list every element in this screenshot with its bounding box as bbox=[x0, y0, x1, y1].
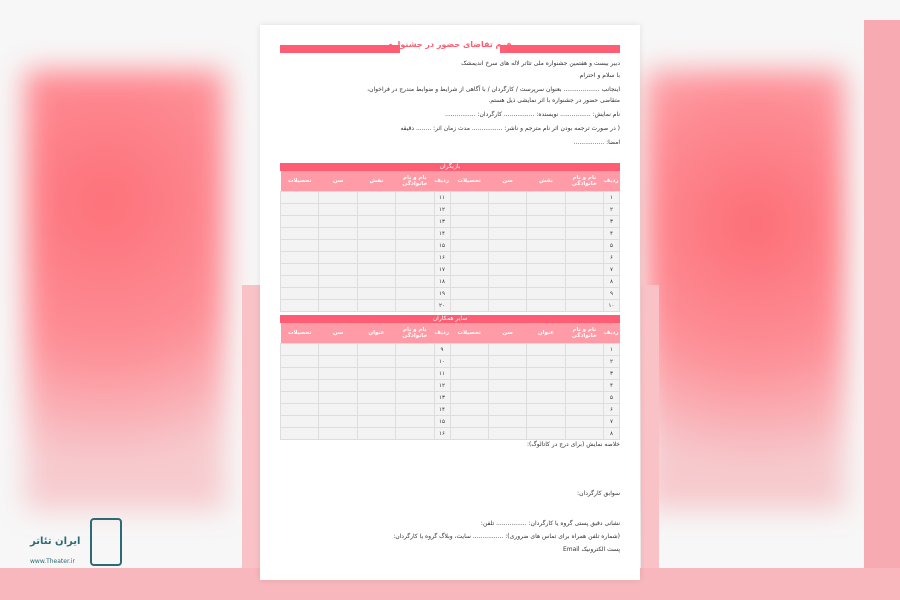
crew-cell bbox=[488, 428, 526, 440]
actors-cell bbox=[281, 228, 319, 240]
actors-cell bbox=[396, 264, 434, 276]
actors-cell bbox=[565, 276, 603, 288]
actors-cell: ۱۷ bbox=[434, 264, 450, 276]
crew-cell bbox=[450, 380, 488, 392]
crew-cell: ۵ bbox=[604, 392, 620, 404]
crew-cell bbox=[488, 404, 526, 416]
actors-cell: ۱۹ bbox=[434, 288, 450, 300]
actors-cell bbox=[281, 204, 319, 216]
crew-cell bbox=[527, 416, 565, 428]
actors-cell bbox=[450, 204, 488, 216]
crew-cell bbox=[319, 344, 357, 356]
actors-cell: ۱۰ bbox=[604, 300, 620, 312]
actors-cell bbox=[565, 204, 603, 216]
actors-cell bbox=[319, 240, 357, 252]
actors-cell bbox=[488, 252, 526, 264]
actors-cell bbox=[527, 264, 565, 276]
actors-cell: ۱۲ bbox=[434, 204, 450, 216]
actors-cell bbox=[488, 276, 526, 288]
crew-row bbox=[281, 428, 620, 440]
crew-cell bbox=[357, 392, 395, 404]
crew-cell bbox=[281, 392, 319, 404]
actors-cell: ۲ bbox=[604, 204, 620, 216]
document-line-1: دبیر بیست و هفتمین جشنواره ملی تئاتر لاله های سرخ اندیمشک bbox=[461, 60, 620, 67]
crew-cell: ۷ bbox=[604, 416, 620, 428]
crew-cell: ۱۱ bbox=[434, 368, 450, 380]
crew-cell bbox=[357, 416, 395, 428]
crew-cell bbox=[396, 380, 434, 392]
crew-cell bbox=[319, 416, 357, 428]
actors-col-header: ردیف bbox=[434, 171, 450, 192]
actors-cell bbox=[527, 204, 565, 216]
actors-cell bbox=[450, 300, 488, 312]
actors-col-header: تحصیلات bbox=[281, 171, 319, 192]
actors-cell bbox=[319, 204, 357, 216]
actors-cell bbox=[357, 192, 395, 204]
crew-cell: ۴ bbox=[604, 380, 620, 392]
crew-cell: ۹ bbox=[434, 344, 450, 356]
actors-cell bbox=[565, 264, 603, 276]
crew-cell bbox=[281, 368, 319, 380]
actors-cell bbox=[319, 228, 357, 240]
crew-cell bbox=[565, 368, 603, 380]
actors-cell bbox=[488, 264, 526, 276]
crew-cell bbox=[281, 356, 319, 368]
actors-cell bbox=[357, 216, 395, 228]
actors-cell bbox=[357, 252, 395, 264]
crew-cell bbox=[319, 428, 357, 440]
actors-row bbox=[281, 300, 620, 312]
crew-cell bbox=[488, 392, 526, 404]
crew-cell bbox=[450, 428, 488, 440]
crew-cell bbox=[319, 368, 357, 380]
crew-cell bbox=[450, 344, 488, 356]
crew-cell bbox=[357, 428, 395, 440]
actors-cell bbox=[357, 264, 395, 276]
actors-table bbox=[280, 163, 620, 312]
crew-cell bbox=[527, 404, 565, 416]
actors-cell: ۱۶ bbox=[434, 252, 450, 264]
actors-cell bbox=[396, 216, 434, 228]
actors-cell bbox=[527, 216, 565, 228]
crew-cell bbox=[527, 392, 565, 404]
actors-cell: ۷ bbox=[604, 264, 620, 276]
actors-cell bbox=[396, 228, 434, 240]
crew-col-header: نام و نام خانوادگی bbox=[396, 323, 434, 344]
crew-col-header: تحصیلات bbox=[281, 323, 319, 344]
actors-cell: ۹ bbox=[604, 288, 620, 300]
crew-cell bbox=[565, 428, 603, 440]
actors-cell bbox=[450, 240, 488, 252]
document-line-7: امضا: ................ bbox=[573, 139, 620, 146]
right-frame bbox=[641, 285, 659, 600]
crew-cell bbox=[357, 404, 395, 416]
crew-cell bbox=[396, 416, 434, 428]
actors-row bbox=[281, 264, 620, 276]
crew-cell bbox=[450, 392, 488, 404]
crew-cell bbox=[488, 368, 526, 380]
crew-cell: ۱۵ bbox=[434, 416, 450, 428]
blurred-left-panel bbox=[25, 70, 225, 510]
actors-cell bbox=[396, 300, 434, 312]
crew-col-header: ردیف bbox=[434, 323, 450, 344]
logo bbox=[30, 518, 120, 578]
document-line-5: نام نمایش: ................ نویسنده: ................ کارگردان: ................ bbox=[445, 111, 620, 118]
actors-cell bbox=[527, 240, 565, 252]
crew-cell bbox=[357, 368, 395, 380]
actors-cell bbox=[281, 288, 319, 300]
crew-cell bbox=[281, 416, 319, 428]
document-line-4: متقاضی حضور در جشنواره با اثر نمایشی ذیل هستم. bbox=[488, 97, 620, 104]
actors-cell bbox=[450, 264, 488, 276]
crew-cell bbox=[565, 356, 603, 368]
actors-cell: ۱۸ bbox=[434, 276, 450, 288]
actors-header: بازیگران bbox=[280, 163, 620, 171]
document-line-6: ( در صورت ترجمه بودن اثر نام مترجم و ناشر: ................ مدت زمان اثر: ........ دقیقه bbox=[400, 125, 620, 132]
actors-cell bbox=[565, 192, 603, 204]
crew-col-header: عنوان bbox=[527, 323, 565, 344]
crew-header: سایر همکاران bbox=[280, 315, 620, 323]
actors-col-header: نقش bbox=[527, 171, 565, 192]
actors-cell bbox=[357, 276, 395, 288]
actors-cell bbox=[319, 252, 357, 264]
actors-cell bbox=[527, 300, 565, 312]
crew-cell bbox=[357, 344, 395, 356]
crew-cell bbox=[281, 344, 319, 356]
crew-cell bbox=[488, 344, 526, 356]
actors-cell bbox=[450, 252, 488, 264]
crew-cell: ۱۶ bbox=[434, 428, 450, 440]
logo-url: www.Theater.ir bbox=[30, 558, 75, 565]
crew-col-header: ردیف bbox=[604, 323, 620, 344]
actors-row bbox=[281, 192, 620, 204]
actors-cell bbox=[565, 300, 603, 312]
actors-cell bbox=[396, 240, 434, 252]
crew-cell bbox=[450, 356, 488, 368]
crew-cell: ۸ bbox=[604, 428, 620, 440]
actors-cell: ۱۱ bbox=[434, 192, 450, 204]
crew-cell bbox=[319, 380, 357, 392]
logo-text: ایران تئاتر bbox=[30, 536, 81, 547]
email-label: پست الکترونیک Email bbox=[562, 546, 620, 553]
crew-cell bbox=[527, 380, 565, 392]
actors-cell bbox=[450, 216, 488, 228]
actors-cell: ۱۳ bbox=[434, 216, 450, 228]
actors-col-header: سن bbox=[488, 171, 526, 192]
document-line-2: با سلام و احترام bbox=[579, 72, 620, 79]
crew-cell bbox=[527, 368, 565, 380]
actors-cell bbox=[450, 276, 488, 288]
actors-cell bbox=[281, 192, 319, 204]
actors-row bbox=[281, 216, 620, 228]
actors-cell bbox=[396, 204, 434, 216]
crew-cell: ۱۲ bbox=[434, 380, 450, 392]
phone-label: (شماره تلفن همراه برای تماس های ضروری): ................ سایت، وبلاگ گروه یا کارگردان: bbox=[393, 533, 620, 540]
crew-cell bbox=[396, 392, 434, 404]
actors-cell bbox=[357, 204, 395, 216]
crew-row bbox=[281, 368, 620, 380]
actors-cell bbox=[281, 240, 319, 252]
crew-cell bbox=[319, 404, 357, 416]
crew-row bbox=[281, 380, 620, 392]
actors-cell bbox=[357, 300, 395, 312]
actors-cell bbox=[396, 252, 434, 264]
actors-col-header: نقش bbox=[357, 171, 395, 192]
actors-cell bbox=[281, 300, 319, 312]
actors-cell bbox=[565, 252, 603, 264]
crew-cell bbox=[396, 356, 434, 368]
actors-cell bbox=[527, 228, 565, 240]
actors-cell bbox=[488, 240, 526, 252]
crew-row bbox=[281, 416, 620, 428]
actors-cell bbox=[281, 216, 319, 228]
crew-cell bbox=[527, 344, 565, 356]
actors-row bbox=[281, 228, 620, 240]
actors-cell bbox=[319, 288, 357, 300]
crew-cell bbox=[565, 380, 603, 392]
actors-cell: ۱۵ bbox=[434, 240, 450, 252]
actors-row bbox=[281, 252, 620, 264]
blurred-right-panel bbox=[645, 70, 845, 510]
crew-cell bbox=[396, 428, 434, 440]
actors-cell bbox=[527, 252, 565, 264]
actors-cell: ۳ bbox=[604, 216, 620, 228]
actors-cell bbox=[396, 276, 434, 288]
actors-row bbox=[281, 240, 620, 252]
crew-row bbox=[281, 356, 620, 368]
crew-col-header: تحصیلات bbox=[450, 323, 488, 344]
summary-label: خلاصه نمایش (برای درج در کاتالوگ): bbox=[527, 441, 620, 448]
actors-cell bbox=[319, 192, 357, 204]
crew-cell: ۲ bbox=[604, 356, 620, 368]
actors-cell: ۴ bbox=[604, 228, 620, 240]
actors-cell bbox=[357, 288, 395, 300]
crew-cell bbox=[565, 416, 603, 428]
actors-cell: ۶ bbox=[604, 252, 620, 264]
actors-row bbox=[281, 204, 620, 216]
crew-cell bbox=[281, 380, 319, 392]
actors-cell bbox=[527, 192, 565, 204]
actors-cell bbox=[565, 240, 603, 252]
actors-col-header: سن bbox=[319, 171, 357, 192]
address-label: نشانی دقیق پستی گروه یا کارگردان: ................ تلفن: bbox=[480, 520, 620, 527]
crew-row bbox=[281, 392, 620, 404]
theater-logo-icon bbox=[90, 518, 122, 566]
crew-cell bbox=[319, 392, 357, 404]
crew-cell bbox=[281, 404, 319, 416]
actors-cell bbox=[319, 300, 357, 312]
crew-cell bbox=[488, 380, 526, 392]
actors-cell bbox=[319, 276, 357, 288]
crew-cell bbox=[396, 344, 434, 356]
crew-cell: ۱ bbox=[604, 344, 620, 356]
crew-table bbox=[280, 315, 620, 440]
actors-cell bbox=[565, 288, 603, 300]
crew-cell bbox=[527, 428, 565, 440]
actors-cell: ۲۰ bbox=[434, 300, 450, 312]
crew-cell bbox=[565, 344, 603, 356]
actors-cell bbox=[281, 264, 319, 276]
actors-col-header: ردیف bbox=[604, 171, 620, 192]
actors-col-header: تحصیلات bbox=[450, 171, 488, 192]
actors-cell bbox=[527, 276, 565, 288]
crew-cell bbox=[319, 356, 357, 368]
actors-cell bbox=[396, 192, 434, 204]
background-label: سوابق کارگردان: bbox=[577, 490, 620, 497]
actors-cell: ۵ bbox=[604, 240, 620, 252]
actors-cell bbox=[319, 264, 357, 276]
document-line-3: اینجانب ................... بعنوان سرپرست / کارگردان / با آگاهی از شرایط و ضوابط مندرج در فراخوان، bbox=[367, 86, 620, 93]
actors-cell bbox=[281, 252, 319, 264]
actors-cell bbox=[488, 192, 526, 204]
actors-cell bbox=[565, 228, 603, 240]
crew-col-header: نام و نام خانوادگی bbox=[565, 323, 603, 344]
crew-cell bbox=[450, 416, 488, 428]
crew-row bbox=[281, 344, 620, 356]
actors-cell bbox=[527, 288, 565, 300]
actors-cell bbox=[450, 192, 488, 204]
crew-cell bbox=[396, 404, 434, 416]
document-title: فرم تقاضای حضور در جشنواره bbox=[388, 40, 512, 49]
actors-cell: ۸ bbox=[604, 276, 620, 288]
actors-cell bbox=[319, 216, 357, 228]
crew-cell: ۱۰ bbox=[434, 356, 450, 368]
actors-cell bbox=[488, 300, 526, 312]
crew-cell: ۳ bbox=[604, 368, 620, 380]
actors-cell bbox=[450, 228, 488, 240]
crew-cell: ۱۳ bbox=[434, 392, 450, 404]
actors-cell bbox=[488, 288, 526, 300]
left-frame bbox=[242, 285, 260, 600]
crew-cell bbox=[565, 404, 603, 416]
right-wall bbox=[864, 20, 900, 600]
actors-col-header: نام و نام خانوادگی bbox=[565, 171, 603, 192]
crew-col-header: سن bbox=[488, 323, 526, 344]
actors-cell bbox=[450, 288, 488, 300]
crew-cell bbox=[396, 368, 434, 380]
crew-row bbox=[281, 404, 620, 416]
crew-cell bbox=[357, 356, 395, 368]
actors-col-header: نام و نام خانوادگی bbox=[396, 171, 434, 192]
actors-cell bbox=[281, 276, 319, 288]
crew-cell: ۶ bbox=[604, 404, 620, 416]
actors-cell bbox=[488, 216, 526, 228]
actors-cell bbox=[488, 204, 526, 216]
actors-cell bbox=[357, 240, 395, 252]
crew-col-header: سن bbox=[319, 323, 357, 344]
document-page bbox=[260, 25, 640, 580]
crew-cell bbox=[527, 356, 565, 368]
crew-cell bbox=[565, 392, 603, 404]
actors-cell bbox=[565, 216, 603, 228]
crew-cell bbox=[450, 368, 488, 380]
crew-cell bbox=[488, 416, 526, 428]
actors-cell bbox=[488, 228, 526, 240]
crew-cell: ۱۴ bbox=[434, 404, 450, 416]
actors-row bbox=[281, 288, 620, 300]
actors-row bbox=[281, 276, 620, 288]
actors-cell bbox=[357, 228, 395, 240]
actors-cell bbox=[396, 288, 434, 300]
crew-cell bbox=[450, 404, 488, 416]
actors-cell: ۱۴ bbox=[434, 228, 450, 240]
crew-cell bbox=[488, 356, 526, 368]
crew-col-header: عنوان bbox=[357, 323, 395, 344]
crew-cell bbox=[357, 380, 395, 392]
actors-cell: ۱ bbox=[604, 192, 620, 204]
crew-cell bbox=[281, 428, 319, 440]
